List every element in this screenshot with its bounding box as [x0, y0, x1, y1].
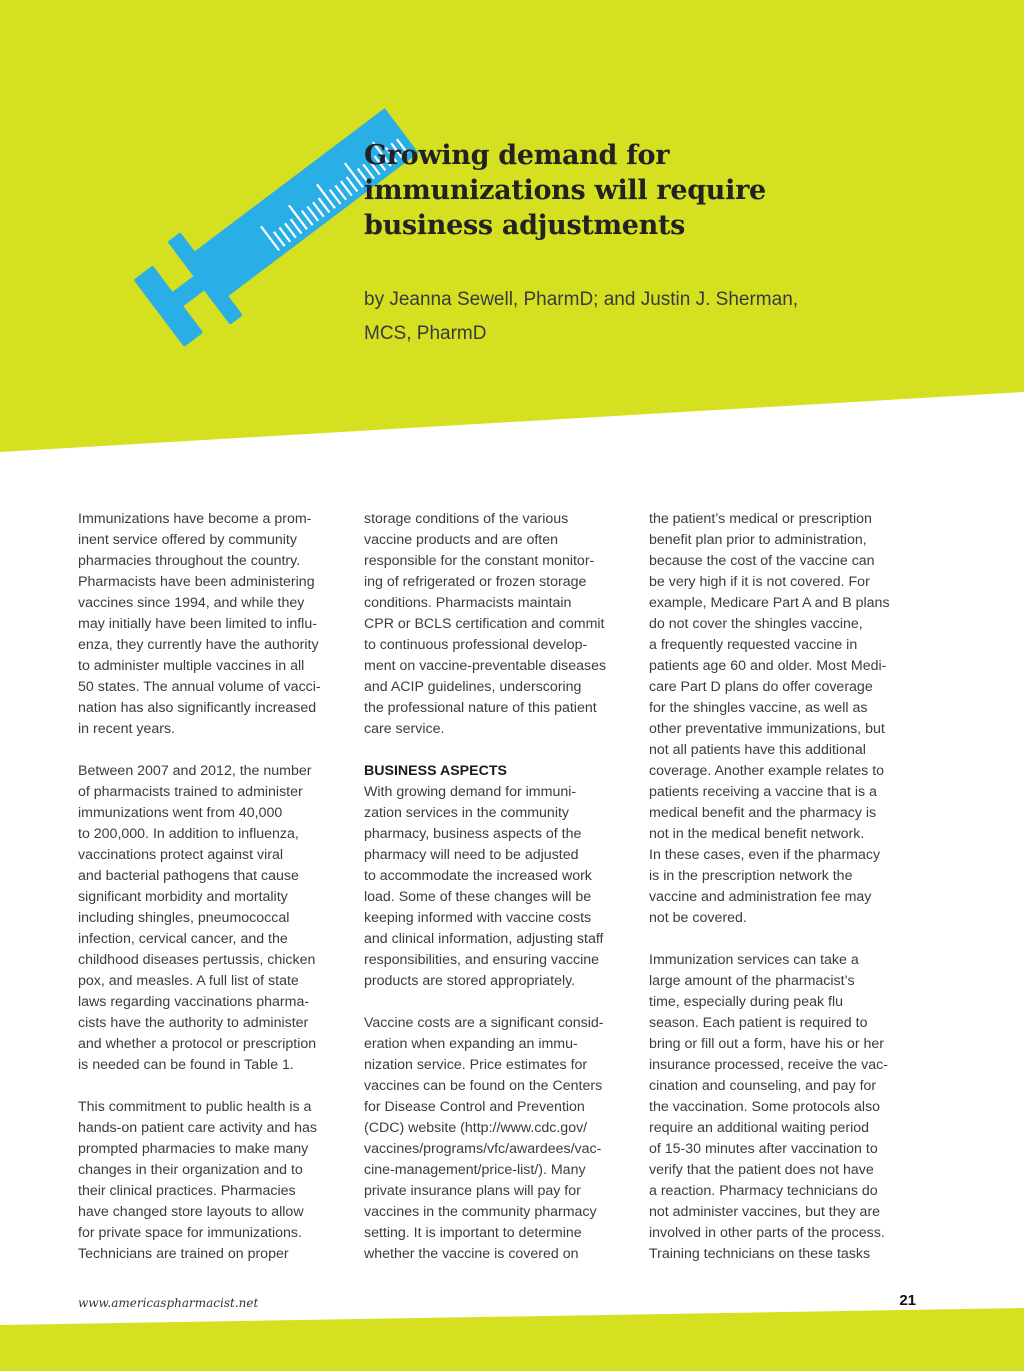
- text-line: nation has also significantly increased: [78, 700, 317, 716]
- text-line: may initially have been limited to influ-: [78, 616, 317, 632]
- text-line: of 15-30 minutes after vaccination to: [649, 1141, 878, 1157]
- text-line: whether the vaccine is covered on: [364, 1246, 579, 1262]
- text-line: not administer vaccines, but they are: [649, 1204, 881, 1220]
- text-line: inent service offered by community: [78, 532, 297, 548]
- text-line: Training technicians on these tasks: [649, 1246, 871, 1262]
- title-line: immunizations will require: [364, 175, 766, 206]
- text-column-1: [78, 509, 353, 1265]
- text-line: (CDC) website (http://www.cdc.gov/: [364, 1120, 588, 1136]
- text-line: pharmacy, business aspects of the: [364, 826, 582, 842]
- text-line: and bacterial pathogens that cause: [78, 868, 299, 884]
- text-line: and whether a protocol or prescription: [78, 1036, 317, 1052]
- page-number: 21: [899, 1292, 916, 1309]
- paragraph-gap: [649, 929, 924, 950]
- text-line: prompted pharmacies to make many: [78, 1141, 309, 1157]
- text-line: CPR or BCLS certification and commit: [364, 616, 605, 632]
- text-line: require an additional waiting period: [649, 1120, 870, 1136]
- text-line: responsibilities, and ensuring vaccine: [364, 952, 600, 968]
- text-line: childhood diseases pertussis, chicken: [78, 952, 316, 968]
- paragraph-gap: [78, 740, 353, 761]
- text-line: not all patients have this additional: [649, 742, 866, 758]
- paragraph-gap: [364, 992, 639, 1013]
- title-line: business adjustments: [364, 210, 686, 241]
- text-line: enza, they currently have the authority: [78, 637, 319, 653]
- text-line: to accommodate the increased work: [364, 868, 592, 884]
- text-line: involved in other parts of the process.: [649, 1225, 885, 1241]
- text-line: setting. It is important to determine: [364, 1225, 582, 1241]
- text-line: to continuous professional develop-: [364, 637, 588, 653]
- text-line: vaccines can be found on the Centers: [364, 1078, 603, 1094]
- text-line: vaccines/programs/vfc/awardees/vac-: [364, 1141, 602, 1157]
- section-heading: BUSINESS ASPECTS: [364, 763, 507, 779]
- text-line: changes in their organization and to: [78, 1162, 303, 1178]
- text-line: vaccine and administration fee may: [649, 889, 872, 905]
- text-line: not be covered.: [649, 910, 747, 926]
- text-line: cination and counseling, and pay for: [649, 1078, 877, 1094]
- text-line: other preventative immunizations, but: [649, 721, 885, 737]
- text-line: keeping informed with vaccine costs: [364, 910, 592, 926]
- text-line: in recent years.: [78, 721, 175, 737]
- text-line: zation services in the community: [364, 805, 570, 821]
- text-line: conditions. Pharmacists maintain: [364, 595, 572, 611]
- text-line: a frequently requested vaccine in: [649, 637, 858, 653]
- text-line: to 200,000. In addition to influenza,: [78, 826, 299, 842]
- byline-line: by Jeanna Sewell, PharmD; and Justin J. Sherman,: [364, 289, 799, 310]
- bottom-color-band: [0, 1308, 1024, 1371]
- text-line: This commitment to public health is a: [78, 1099, 312, 1115]
- text-line: vaccine products and are often: [364, 532, 559, 548]
- text-line: significant morbidity and mortality: [78, 889, 288, 905]
- text-line: Technicians are trained on proper: [78, 1246, 289, 1262]
- text-line: a reaction. Pharmacy technicians do: [649, 1183, 878, 1199]
- text-line: storage conditions of the various: [364, 511, 569, 527]
- text-line: private insurance plans will pay for: [364, 1183, 581, 1199]
- title-line: Growing demand for: [364, 140, 670, 171]
- text-line: cists have the authority to administer: [78, 1015, 309, 1031]
- text-line: Pharmacists have been administering: [78, 574, 315, 590]
- text-line: bring or fill out a form, have his or her: [649, 1036, 884, 1052]
- text-line: With growing demand for immuni-: [364, 784, 577, 800]
- text-line: care Part D plans do offer coverage: [649, 679, 873, 695]
- text-line: ing of refrigerated or frozen storage: [364, 574, 587, 590]
- text-line: and clinical information, adjusting staff: [364, 931, 604, 947]
- text-line: cine-management/price-list/). Many: [364, 1162, 586, 1178]
- text-line: Vaccine costs are a significant consid-: [364, 1015, 604, 1031]
- text-line: their clinical practices. Pharmacies: [78, 1183, 296, 1199]
- article-byline: [364, 283, 924, 351]
- text-line: Immunization services can take a: [649, 952, 859, 968]
- text-column-3: [649, 509, 924, 1265]
- text-line: insurance processed, receive the vac-: [649, 1057, 888, 1073]
- article-title: [364, 138, 924, 243]
- text-line: infection, cervical cancer, and the: [78, 931, 288, 947]
- text-line: for Disease Control and Prevention: [364, 1099, 585, 1115]
- text-line: vaccines in the community pharmacy: [364, 1204, 597, 1220]
- text-line: eration when expanding an immu-: [364, 1036, 578, 1052]
- text-line: load. Some of these changes will be: [364, 889, 592, 905]
- text-line: to administer multiple vaccines in all: [78, 658, 305, 674]
- text-line: Between 2007 and 2012, the number: [78, 763, 312, 779]
- paragraph-gap: [364, 740, 639, 761]
- text-line: 50 states. The annual volume of vacci-: [78, 679, 321, 695]
- text-line: immunizations went from 40,000: [78, 805, 283, 821]
- text-line: Immunizations have become a prom-: [78, 511, 312, 527]
- text-line: vaccinations protect against viral: [78, 847, 284, 863]
- text-line: medical benefit and the pharmacy is: [649, 805, 877, 821]
- text-line: ment on vaccine-preventable diseases: [364, 658, 607, 674]
- text-line: benefit plan prior to administration,: [649, 532, 867, 548]
- footer-url: www.americaspharmacist.net: [78, 1296, 259, 1310]
- text-line: In these cases, even if the pharmacy: [649, 847, 881, 863]
- text-line: have changed store layouts to allow: [78, 1204, 304, 1220]
- text-line: large amount of the pharmacist’s: [649, 973, 855, 989]
- text-line: the professional nature of this patient: [364, 700, 597, 716]
- text-line: hands-on patient care activity and has: [78, 1120, 317, 1136]
- text-line: vaccines since 1994, and while they: [78, 595, 305, 611]
- text-line: do not cover the shingles vaccine,: [649, 616, 863, 632]
- text-line: be very high if it is not covered. For: [649, 574, 870, 590]
- text-column-2: [364, 509, 639, 1265]
- text-line: verify that the patient does not have: [649, 1162, 874, 1178]
- text-line: season. Each patient is required to: [649, 1015, 868, 1031]
- text-line: the patient’s medical or prescription: [649, 511, 872, 527]
- text-line: laws regarding vaccinations pharma-: [78, 994, 310, 1010]
- text-line: pox, and measles. A full list of state: [78, 973, 299, 989]
- text-line: example, Medicare Part A and B plans: [649, 595, 890, 611]
- text-line: care service.: [364, 721, 445, 737]
- text-line: products are stored appropriately.: [364, 973, 576, 989]
- text-line: is needed can be found in Table 1.: [78, 1057, 294, 1073]
- text-line: not in the medical benefit network.: [649, 826, 865, 842]
- text-line: for private space for immunizations.: [78, 1225, 302, 1241]
- text-line: patients receiving a vaccine that is a: [649, 784, 877, 800]
- text-line: the vaccination. Some protocols also: [649, 1099, 881, 1115]
- text-line: time, especially during peak flu: [649, 994, 843, 1010]
- text-line: of pharmacists trained to administer: [78, 784, 303, 800]
- text-line: patients age 60 and older. Most Medi-: [649, 658, 887, 674]
- text-line: because the cost of the vaccine can: [649, 553, 875, 569]
- text-line: including shingles, pneumococcal: [78, 910, 290, 926]
- text-line: pharmacy will need to be adjusted: [364, 847, 579, 863]
- text-line: coverage. Another example relates to: [649, 763, 885, 779]
- text-line: and ACIP guidelines, underscoring: [364, 679, 582, 695]
- text-line: nization service. Price estimates for: [364, 1057, 588, 1073]
- paragraph-gap: [78, 1076, 353, 1097]
- text-line: responsible for the constant monitor-: [364, 553, 595, 569]
- byline-line: MCS, PharmD: [364, 323, 487, 344]
- text-line: pharmacies throughout the country.: [78, 553, 301, 569]
- text-line: is in the prescription network the: [649, 868, 853, 884]
- text-line: for the shingles vaccine, as well as: [649, 700, 868, 716]
